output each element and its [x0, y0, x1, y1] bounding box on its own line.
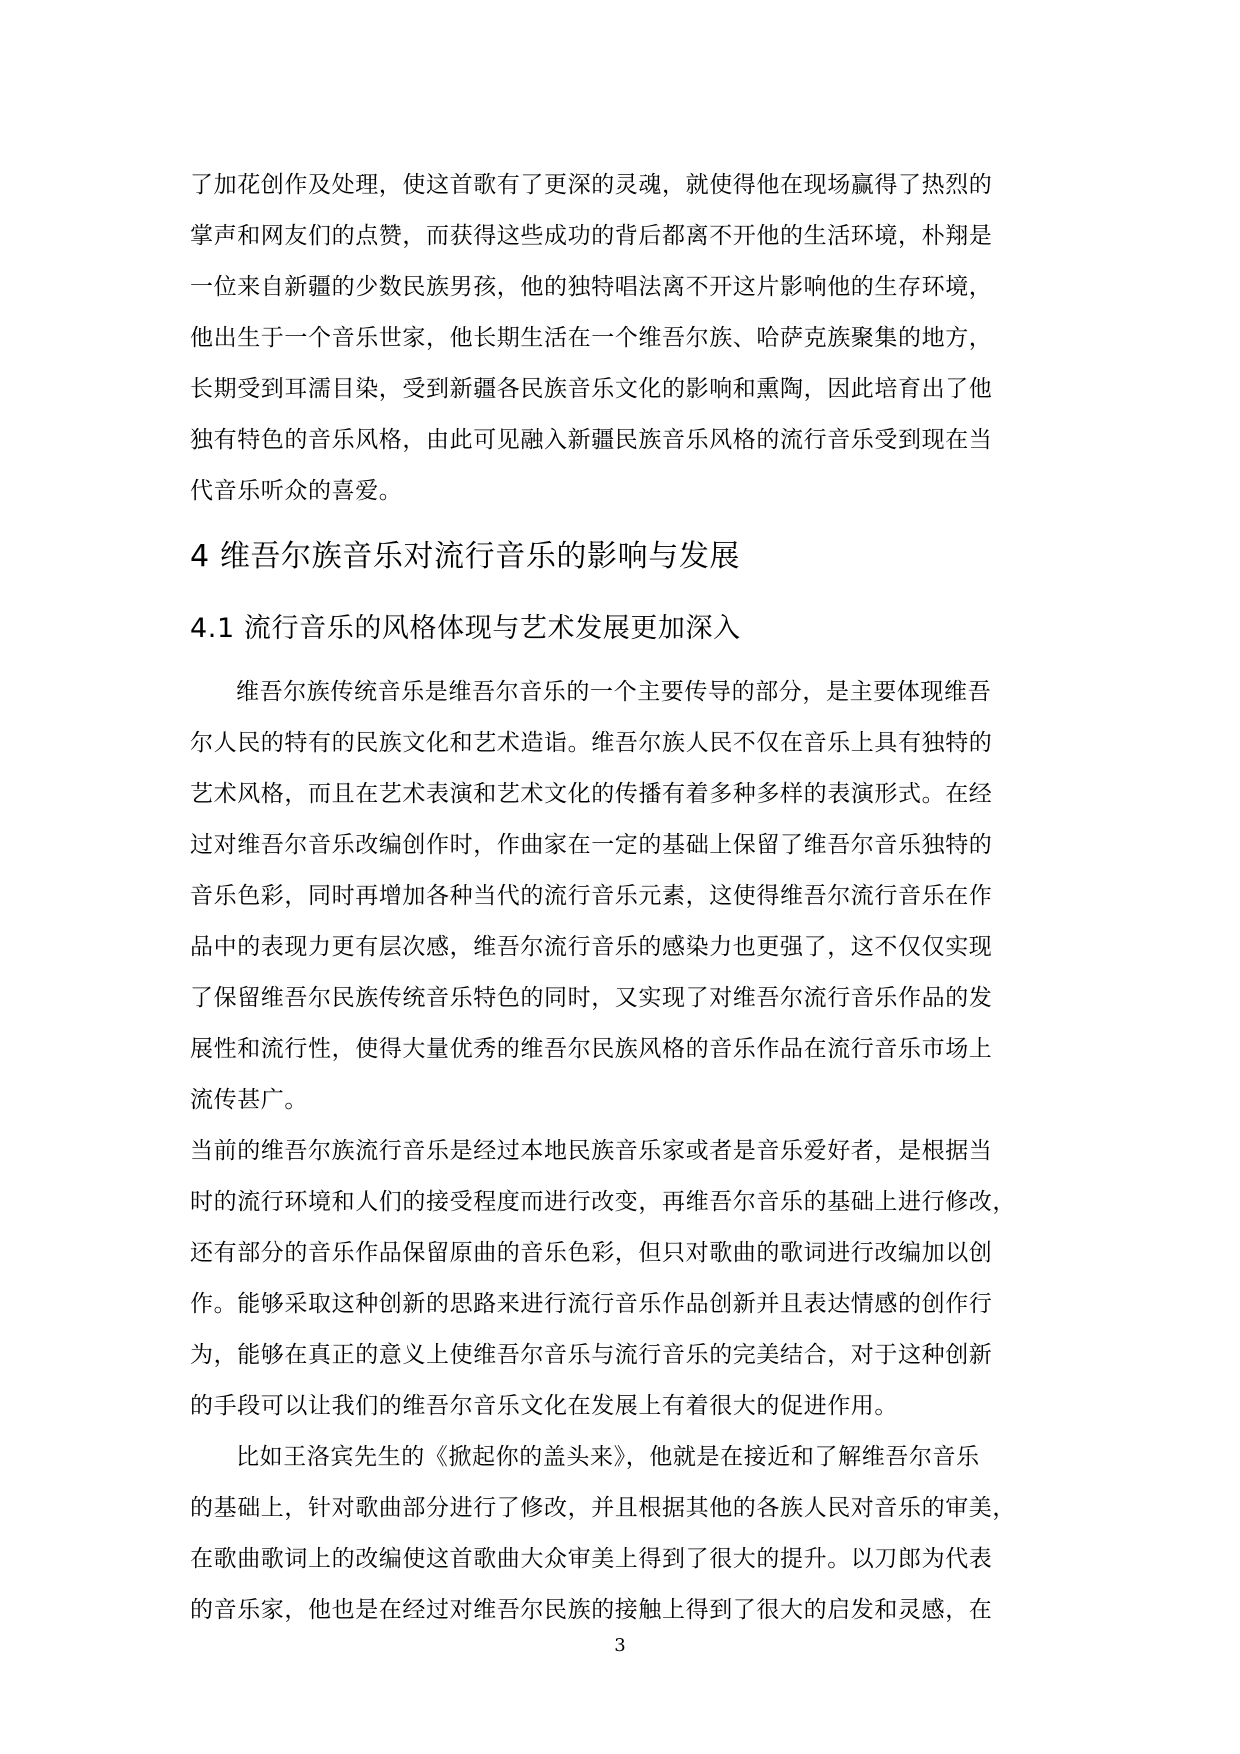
text-line: 了加花创作及处理，使这首歌有了更深的灵魂，就使得他在现场赢得了热烈的 — [190, 172, 993, 198]
text-line: 在歌曲歌词上的改编使这首歌曲大众审美上得到了很大的提升。以刀郎为代表 — [190, 1546, 993, 1572]
text-line: 的音乐家，他也是在经过对维吾尔民族的接触上得到了很大的启发和灵感，在 — [190, 1597, 993, 1623]
section-heading: 4 维吾尔族音乐对流行音乐的影响与发展 — [190, 539, 741, 574]
text-line: 时的流行环境和人们的接受程度而进行改变，再维吾尔音乐的基础上进行修改， — [190, 1189, 1016, 1215]
text-line: 展性和流行性，使得大量优秀的维吾尔民族风格的音乐作品在流行音乐市场上 — [190, 1036, 993, 1062]
text-line: 掌声和网友们的点赞，而获得这些成功的背后都离不开他的生活环境，朴翔是 — [190, 223, 993, 249]
paragraph-current-pop-music — [190, 1126, 1050, 1432]
page-number: 3 — [614, 1635, 626, 1656]
text-line: 当前的维吾尔族流行音乐是经过本地民族音乐家或者是音乐爱好者，是根据当 — [190, 1138, 993, 1164]
page-content — [190, 160, 1050, 1636]
paragraph-traditional-music — [190, 667, 1050, 1126]
text-line: 尔人民的特有的民族文化和艺术造诣。维吾尔族人民不仅在音乐上具有独特的 — [190, 730, 993, 756]
text-line: 的手段可以让我们的维吾尔音乐文化在发展上有着很大的促进作用。 — [190, 1393, 898, 1419]
text-line: 还有部分的音乐作品保留原曲的音乐色彩，但只对歌曲的歌词进行改编加以创 — [190, 1240, 993, 1266]
paragraph-continued — [190, 160, 1050, 517]
paragraph-examples — [190, 1432, 1050, 1636]
text-line: 过对维吾尔音乐改编创作时，作曲家在一定的基础上保留了维吾尔音乐独特的 — [190, 832, 993, 858]
text-line: 代音乐听众的喜爱。 — [190, 478, 403, 504]
text-line: 的基础上，针对歌曲部分进行了修改，并且根据其他的各族人民对音乐的审美， — [190, 1495, 1016, 1521]
text-line: 比如王洛宾先生的《掀起你的盖头来》，他就是在接近和了解维吾尔音乐 — [236, 1444, 980, 1470]
text-line: 长期受到耳濡目染，受到新疆各民族音乐文化的影响和熏陶，因此培育出了他 — [190, 376, 993, 402]
text-line: 品中的表现力更有层次感，维吾尔流行音乐的感染力也更强了，这不仅仅实现 — [190, 934, 993, 960]
text-line: 独有特色的音乐风格，由此可见融入新疆民族音乐风格的流行音乐受到现在当 — [190, 427, 993, 453]
text-line: 他出生于一个音乐世家，他长期生活在一个维吾尔族、哈萨克族聚集的地方， — [190, 325, 993, 351]
text-line: 为，能够在真正的意义上使维吾尔音乐与流行音乐的完美结合，对于这种创新 — [190, 1342, 993, 1368]
text-line: 作。能够采取这种创新的思路来进行流行音乐作品创新并且表达情感的创作行 — [190, 1291, 993, 1317]
text-line: 流传甚广。 — [190, 1087, 308, 1113]
text-line: 音乐色彩，同时再增加各种当代的流行音乐元素，这使得维吾尔流行音乐在作 — [190, 883, 993, 909]
subsection-heading: 4.1 流行音乐的风格体现与艺术发展更加深入 — [190, 613, 741, 644]
text-line: 艺术风格，而且在艺术表演和艺术文化的传播有着多种多样的表演形式。在经 — [190, 781, 993, 807]
text-line: 了保留维吾尔民族传统音乐特色的同时，又实现了对维吾尔流行音乐作品的发 — [190, 985, 993, 1011]
text-line: 维吾尔族传统音乐是维吾尔音乐的一个主要传导的部分，是主要体现维吾 — [236, 679, 992, 705]
text-line: 一位来自新疆的少数民族男孩，他的独特唱法离不开这片影响他的生存环境， — [190, 274, 993, 300]
